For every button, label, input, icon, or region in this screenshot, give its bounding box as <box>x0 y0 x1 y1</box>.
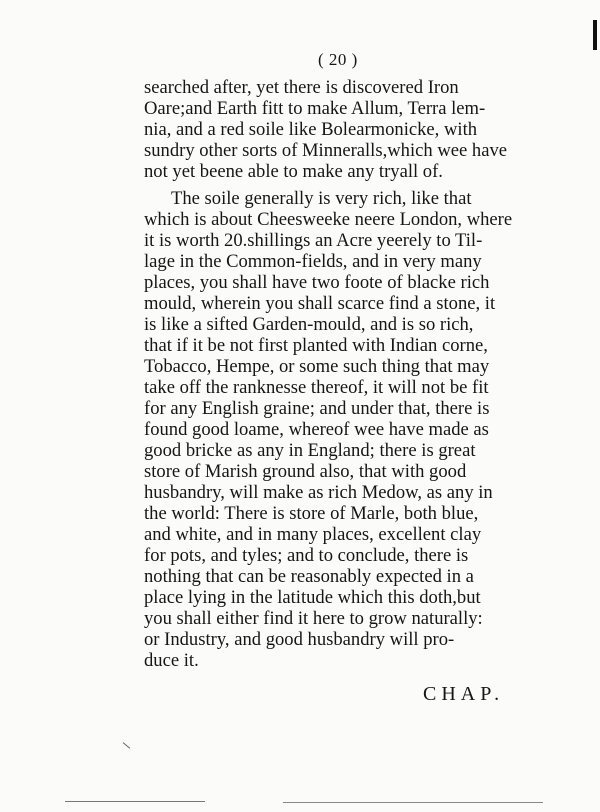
page-number: ( 20 ) <box>318 50 358 69</box>
text-line: for pots, and tyles; and to conclude, there is <box>144 545 469 566</box>
text-line: which is about Cheesweeke neere London, where <box>144 209 513 230</box>
text-line: not yet beene able to make any tryall of. <box>144 161 443 182</box>
text-line: it is worth 20.shillings an Acre yeerely to Til- <box>144 230 483 251</box>
text-line: husbandry, will make as rich Medow, as any in <box>144 482 493 503</box>
text-line: that if it be not first planted with Indian corne, <box>144 335 488 356</box>
text-line: sundry other sorts of Minneralls,which wee have <box>144 140 508 161</box>
text-line: mould, wherein you shall scarce find a stone, it <box>144 293 496 314</box>
bottom-edge-line <box>65 801 205 802</box>
text-line: nia, and a red soile like Bolearmonicke, with <box>144 119 478 140</box>
text-line: you shall either find it here to grow naturally: <box>144 608 483 629</box>
text-line: for any English graine; and under that, there is <box>144 398 490 419</box>
text-line: or Industry, and good husbandry will pro- <box>144 629 455 650</box>
text-line: lage in the Common-fields, and in very many <box>144 251 482 272</box>
text-line: good bricke as any in England; there is great <box>144 440 476 461</box>
text-line: Tobacco, Hempe, or some such thing that may <box>144 356 490 377</box>
text-line: nothing that can be reasonably expected in a <box>144 566 474 587</box>
text-line: the world: There is store of Marle, both blue, <box>144 503 479 524</box>
page-edge-mark <box>593 20 597 50</box>
ink-speck <box>123 742 131 749</box>
bottom-edge-line <box>283 802 543 803</box>
text-line: and white, and in many places, excellent clay <box>144 524 482 545</box>
text-line: place lying in the latitude which this doth,but <box>144 587 481 608</box>
text-line: searched after, yet there is discovered Iron <box>144 77 459 98</box>
text-line: places, you shall have two foote of blacke rich <box>144 272 490 293</box>
text-line: store of Marish ground also, that with good <box>144 461 467 482</box>
text-line: Oare;and Earth fitt to make Allum, Terra lem- <box>144 98 486 119</box>
text-line: The soile generally is very rich, like that <box>171 188 472 209</box>
text-line: duce it. <box>144 650 199 671</box>
text-line: take off the ranknesse thereof, it will not be fit <box>144 377 489 398</box>
text-line: found good loame, whereof wee have made as <box>144 419 489 440</box>
text-line: is like a sifted Garden-mould, and is so rich, <box>144 314 474 335</box>
catchword: CHAP. <box>423 683 505 705</box>
